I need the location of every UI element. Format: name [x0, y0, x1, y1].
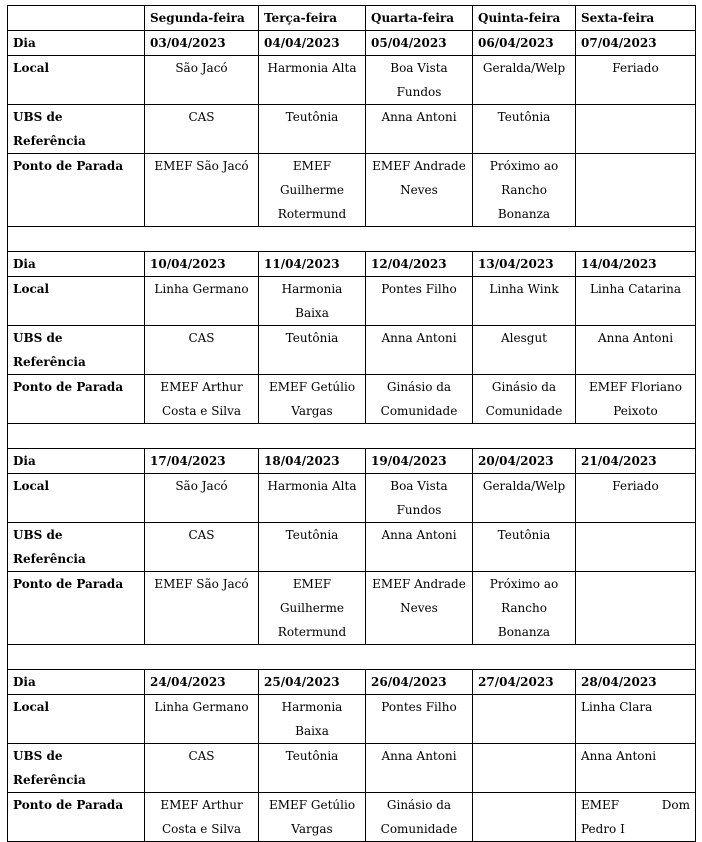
ponto-cell: EMEF Getúlio Vargas: [259, 375, 366, 424]
ubs-cell: [576, 105, 696, 154]
date-cell: 26/04/2023: [366, 670, 473, 695]
local-label: Local: [8, 474, 145, 523]
ponto-cell: Próximo ao Rancho Bonanza: [473, 572, 576, 645]
ponto-cell: Ginásio da Comunidade: [473, 375, 576, 424]
local-label: Local: [8, 695, 145, 744]
local-cell: Feriado: [576, 474, 696, 523]
header-row: [8, 6, 696, 31]
date-cell: 10/04/2023: [145, 252, 259, 277]
header-friday: Sexta-feira: [576, 6, 696, 31]
date-cell: 14/04/2023: [576, 252, 696, 277]
ponto-cell: EMEF Arthur Costa e Silva: [145, 375, 259, 424]
ponto-cell: Ginásio da Comunidade: [366, 793, 473, 842]
ubs-cell: CAS: [145, 744, 259, 793]
date-cell: 24/04/2023: [145, 670, 259, 695]
ponto-cell: Ginásio da Comunidade: [366, 375, 473, 424]
local-cell: Linha Clara: [576, 695, 696, 744]
ponto-cell: EMEF Guilherme Rotermund: [259, 154, 366, 227]
date-cell: 07/04/2023: [576, 31, 696, 56]
ubs-cell: [473, 744, 576, 793]
local-cell: São Jacó: [145, 474, 259, 523]
ponto-cell: EMEF Dom Pedro I: [576, 793, 696, 842]
date-cell: 19/04/2023: [366, 449, 473, 474]
ubs-cell: Anna Antoni: [366, 326, 473, 375]
dia-label: Dia: [8, 670, 145, 695]
week3-ponto-row: [8, 572, 696, 645]
date-cell: 06/04/2023: [473, 31, 576, 56]
ubs-cell: Anna Antoni: [366, 744, 473, 793]
header-corner: [8, 6, 145, 31]
week4-date-row: [8, 670, 696, 695]
date-cell: 25/04/2023: [259, 670, 366, 695]
date-cell: 28/04/2023: [576, 670, 696, 695]
week1-local-row: [8, 56, 696, 105]
ubs-cell: Teutônia: [259, 105, 366, 154]
local-cell: Harmonia Baixa: [259, 695, 366, 744]
week2-ubs-row: [8, 326, 696, 375]
week-separator: [8, 645, 696, 670]
separator-cell: [8, 645, 696, 670]
local-cell: Linha Catarina: [576, 277, 696, 326]
date-cell: 03/04/2023: [145, 31, 259, 56]
week4-ponto-row: [8, 793, 696, 842]
ponto-cell: EMEF Andrade Neves: [366, 154, 473, 227]
ponto-cell: [473, 793, 576, 842]
header-thursday: Quinta-feira: [473, 6, 576, 31]
ubs-cell: Teutônia: [259, 523, 366, 572]
header-tuesday: Terça-feira: [259, 6, 366, 31]
date-cell: 27/04/2023: [473, 670, 576, 695]
ubs-cell: Teutônia: [259, 744, 366, 793]
week2-date-row: [8, 252, 696, 277]
ponto-cell: EMEF Guilherme Rotermund: [259, 572, 366, 645]
ponto-cell: EMEF Arthur Costa e Silva: [145, 793, 259, 842]
schedule-table: [7, 5, 696, 842]
local-cell: Harmonia Alta: [259, 474, 366, 523]
date-cell: 21/04/2023: [576, 449, 696, 474]
local-cell: Boa Vista Fundos: [366, 474, 473, 523]
local-cell: Harmonia Baixa: [259, 277, 366, 326]
header-monday: Segunda-feira: [145, 6, 259, 31]
ubs-label: UBS de Referência: [8, 326, 145, 375]
local-cell: Feriado: [576, 56, 696, 105]
ubs-label: UBS de Referência: [8, 523, 145, 572]
ubs-cell: Teutônia: [473, 105, 576, 154]
week4-ubs-row: [8, 744, 696, 793]
week1-ponto-row: [8, 154, 696, 227]
ponto-cell: EMEF Floriano Peixoto: [576, 375, 696, 424]
local-cell: Pontes Filho: [366, 695, 473, 744]
week-separator: [8, 227, 696, 252]
week3-ubs-row: [8, 523, 696, 572]
local-label: Local: [8, 56, 145, 105]
separator-cell: [8, 227, 696, 252]
ubs-cell: Alesgut: [473, 326, 576, 375]
date-cell: 13/04/2023: [473, 252, 576, 277]
ponto-cell: EMEF Getúlio Vargas: [259, 793, 366, 842]
date-cell: 20/04/2023: [473, 449, 576, 474]
week3-date-row: [8, 449, 696, 474]
week4-local-row: [8, 695, 696, 744]
ubs-cell: Teutônia: [259, 326, 366, 375]
ubs-cell: [576, 523, 696, 572]
local-label: Local: [8, 277, 145, 326]
ubs-cell: Anna Antoni: [366, 105, 473, 154]
ponto-cell: EMEF São Jacó: [145, 154, 259, 227]
date-cell: 12/04/2023: [366, 252, 473, 277]
dia-label: Dia: [8, 449, 145, 474]
local-cell: Linha Wink: [473, 277, 576, 326]
ubs-label: UBS de Referência: [8, 105, 145, 154]
week1-date-row: [8, 31, 696, 56]
ubs-cell: Anna Antoni: [576, 326, 696, 375]
ponto-label: Ponto de Parada: [8, 375, 145, 424]
local-cell: Pontes Filho: [366, 277, 473, 326]
local-cell: Boa Vista Fundos: [366, 56, 473, 105]
ponto-label: Ponto de Parada: [8, 572, 145, 645]
local-cell: São Jacó: [145, 56, 259, 105]
header-wednesday: Quarta-feira: [366, 6, 473, 31]
week1-ubs-row: [8, 105, 696, 154]
dia-label: Dia: [8, 31, 145, 56]
local-cell: Geralda/Welp: [473, 474, 576, 523]
date-cell: 05/04/2023: [366, 31, 473, 56]
ponto-cell: EMEF Andrade Neves: [366, 572, 473, 645]
ponto-cell: [576, 572, 696, 645]
week3-local-row: [8, 474, 696, 523]
ubs-cell: Teutônia: [473, 523, 576, 572]
ubs-cell: Anna Antoni: [366, 523, 473, 572]
week-separator: [8, 424, 696, 449]
ubs-cell: CAS: [145, 326, 259, 375]
date-cell: 18/04/2023: [259, 449, 366, 474]
week2-local-row: [8, 277, 696, 326]
date-cell: 04/04/2023: [259, 31, 366, 56]
week2-ponto-row: [8, 375, 696, 424]
ponto-cell: EMEF São Jacó: [145, 572, 259, 645]
date-cell: 11/04/2023: [259, 252, 366, 277]
ponto-cell: [576, 154, 696, 227]
ponto-cell: Próximo ao Rancho Bonanza: [473, 154, 576, 227]
ponto-label: Ponto de Parada: [8, 793, 145, 842]
ubs-cell: CAS: [145, 523, 259, 572]
ponto-label: Ponto de Parada: [8, 154, 145, 227]
date-cell: 17/04/2023: [145, 449, 259, 474]
ubs-cell: Anna Antoni: [576, 744, 696, 793]
local-cell: Geralda/Welp: [473, 56, 576, 105]
local-cell: Linha Germano: [145, 277, 259, 326]
ubs-label: UBS de Referência: [8, 744, 145, 793]
local-cell: Harmonia Alta: [259, 56, 366, 105]
local-cell: [473, 695, 576, 744]
ubs-cell: CAS: [145, 105, 259, 154]
separator-cell: [8, 424, 696, 449]
local-cell: Linha Germano: [145, 695, 259, 744]
dia-label: Dia: [8, 252, 145, 277]
